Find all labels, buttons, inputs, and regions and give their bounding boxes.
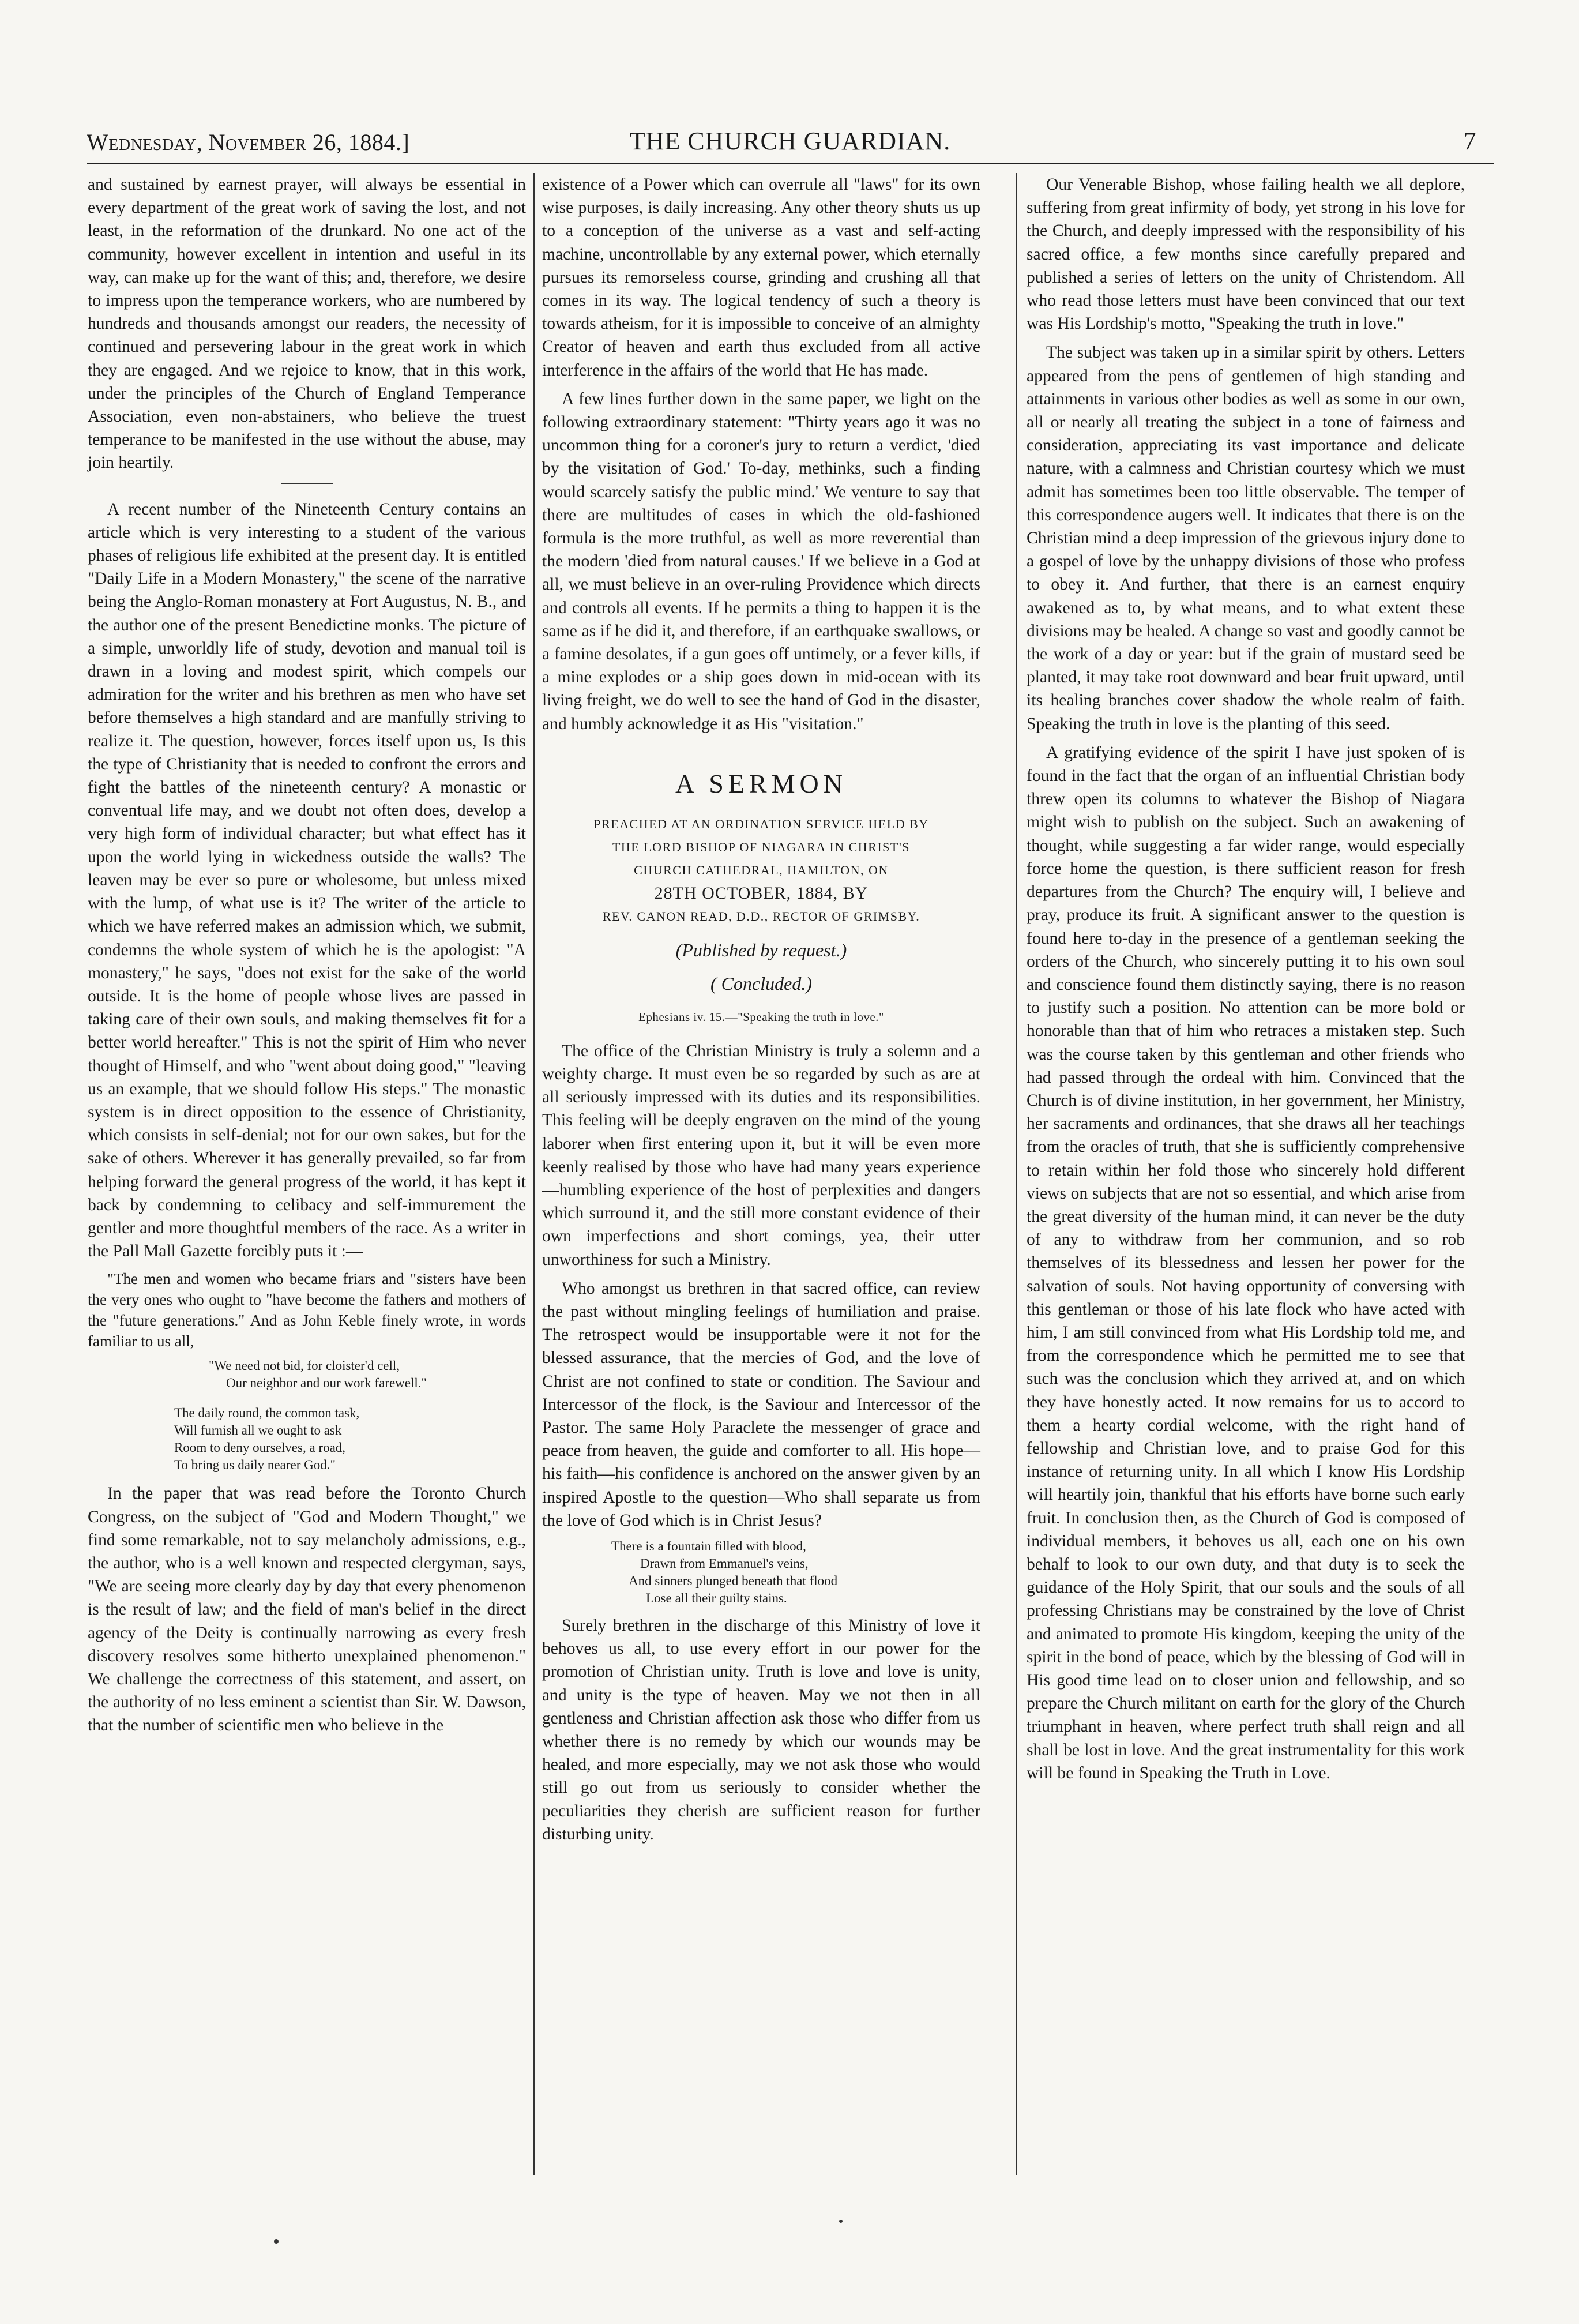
verse-line: Room to deny ourselves, a road, <box>174 1440 346 1455</box>
paragraph: In the paper that was read before the Toronto Church Congress, on the subject of "God and Modern Thought," we find some remarkable, not to say melancholy admissions, e.g., the author, who is a well known and respected clergyman, says, "We are seeing more clearly day by day that every phenomenon is the result of law; and the field of man's belief in the direct agency of the Deity is continually narrowing as every fresh discovery resolves some hitherto unexplained phenomenon." We challenge the correctness of this statement, and assert, on the authority of no less eminent a scientist than Sir. W. Dawson, that the number of scientific men who believe in the <box>88 1484 526 1735</box>
quotation: "The men and women who became friars and "sisters have been the very ones who ought to "have become the fathers and mothers of the "future generations." And as John Keble finely wrote, in words familiar to us all, <box>88 1270 526 1350</box>
published-note: (Published by request.) <box>675 940 847 961</box>
sermon-subheading-line: PREACHED AT AN ORDINATION SERVICE HELD BY <box>593 817 929 832</box>
column-divider <box>533 173 535 2175</box>
print-speck <box>839 2220 843 2223</box>
paragraph: A recent number of the Nineteenth Century contains an article which is very interesting to a student of the various phases of religious life exhibited at the present day. It is entitled "Daily Life in a Modern Monastery," the scene of the narrative being the Anglo-Roman monastery at Fort Augustus, N. B., and the author one of the present Benedictine monks. The picture of a simple, unworldly life of study, devotion and manual toil is drawn in a loving and modest spirit, which compels our admiration for the writer and his brethren as men who have set before themselves a high standard and are manfully striving to realize it. The question, however, forces itself upon us, Is this the type of Christianity that is needed to confront the errors and fight the battles of the nineteenth century? A monastic or conventual life may, and we doubt not often does, develop a very high form of individual character; but what effect has it upon the world lying in wickedness outside the walls? The leaven may be ever so pure or wholesome, but unless mixed with the lump, of what use is it? The writer of the article to which we have referred makes an admission which, we submit, condemns the whole system of which he is the apologist: "A monastery," he says, "does not exist for the sake of the world outside. It is the home of people whose lives are passed in taking care of their own souls, and making themselves fit for a better world hereafter." This is not the spirit of Him who never thought of Himself, and who "went about doing good," "leaving us an example, that we should follow His steps." The monastic system is in direct opposition to the essence of Christianity, which consists in self-denial; not for our own sakes, but for the sake of others. Wherever it has generally prevailed, so far from helping forward the general progress of the world, it has kept it back by condemning to celibacy and self-immurement the gentler and more thoughtful members of the race. As a writer in the Pall Mall Gazette forcibly puts it :— <box>88 500 526 1261</box>
page-number: 7 <box>1463 127 1476 155</box>
sermon-subheading-line: REV. CANON READ, D.D., RECTOR OF GRIMSBY. <box>602 909 920 924</box>
sermon-heading: A SERMON <box>675 768 847 798</box>
verse-line: "We need not bid, for cloister'd cell, <box>209 1358 400 1373</box>
scripture-epigraph: Ephesians iv. 15.—"Speaking the truth in love." <box>638 1010 884 1024</box>
print-speck <box>274 2239 279 2244</box>
paragraph: Who amongst us brethren in that sacred office, can review the past without mingling feelings of humiliation and praise. The retrospect would be insupportable were it not for the blessed assurance, that the mercies of God, and the love of Christ are not confined to state or condition. The Saviour and Intercessor of the flock, is the Saviour and Intercessor of the Pastor. The same Holy Paraclete the messenger of grace and peace from heaven, the guide and comforter to all. His hope—his faith—his confidence is anchored on the answer given by an inspired Apostle to the question—Who shall separate us from the love of God which is in Christ Jesus? <box>542 1279 980 1530</box>
paragraph: and sustained by earnest prayer, will always be essential in every department of the great work of saving the lost, and not least, in the reformation of the drunkard. No one act of the community, however excellent in intention and useful in its way, can make up for the want of this; and, therefore, we desire to impress upon the temperance workers, who are numbered by hundreds and thousands amongst our readers, the necessity of continued and persevering labour in the great work in which they are engaged. And we rejoice to know, that in this work, under the principles of the Church of England Temperance Association, even non-abstainers, who believe the truest temperance to be manifested in the use without the abuse, may join heartily. <box>88 175 526 472</box>
column-middle <box>542 173 980 1852</box>
paragraph: A few lines further down in the same paper, we light on the following extraordinary statement: "Thirty years ago it was no uncommon thing for a coroner's jury to return a verdict, 'died by the visitation of God.' To-day, methinks, such a finding would scarcely satisfy the public mind.' We venture to say that there are multitudes of cases in which the old-fashioned formula is the more truthful, as well as more reverential than the modern 'died from natural causes.' If we believe in a God at all, we must believe in an over-ruling Providence which directs and controls all events. If he permits a thing to happen it is the same as if he did it, and therefore, if an earthquake swallows, or a famine desolates, if a gun goes off untimely, or a fever kills, if a mine explodes or a ship goes down in mid-ocean with its living freight, we do well to see the hand of God in the disaster, and humbly acknowledge it as His "visitation." <box>542 389 980 733</box>
section-rule <box>281 483 333 484</box>
header-date: Wednesday, November 26, 1884.] <box>87 129 410 155</box>
paragraph: Surely brethren in the discharge of this Ministry of love it behoves us all, to use every effort in our power for the promotion of Christian unity. Truth is love and love is unity, and unity is the type of heaven. May we not then in all gentleness and Christian affection ask those who differ from us whether there is no remedy by which our wounds may be healed, and more especially, may we not ask those who would still go out from us seriously to consider whether the peculiarities they cherish are sufficient reason for further disturbing unity. <box>542 1616 980 1844</box>
header-rule <box>87 163 1494 164</box>
concluded-note: ( Concluded.) <box>710 973 812 994</box>
verse-line: And sinners plunged beneath that flood <box>629 1573 838 1588</box>
paragraph: The subject was taken up in a similar spirit by others. Letters appeared from the pens of gentlemen of high standing and attainments in various other bodies as well as some in our own, all or nearly all treating the subject in a tone of fairness and consideration, appreciating its vast importance and delicate nature, with a calmness and Christian courtesy which we must admit has sometimes been too little observable. The temper of this correspondence augers well. It indicates that there is on the Christian mind a deep impression of the grievous injury done to a gospel of love by the unhappy divisions of those who profess to obey it. And further, that there is an earnest enquiry awakened as to, by what means, and to what extent these divisions may be healed. A change so vast and goodly cannot be the work of a day or year: but if the grain of mustard seed be planted, it may take root downward and bear fruit upward, until its healing branches cover shadow the whole realm of faith. Speaking the truth in love is the planting of this seed. <box>1027 343 1465 733</box>
paragraph: The office of the Christian Ministry is truly a solemn and a weighty charge. It must even be so regarded by such as are at all seriously impressed with its duties and its responsibilities. This feeling will be deeply engraven on the mind of the young laborer when first entering upon it, but it will be even more keenly realised by those who have had many years experience—humbling experience of the host of perplexities and dangers which surround it, and the still more constant evidence of their own imperfections and short comings, yea, their utter unworthiness for such a Ministry. <box>542 1041 980 1269</box>
verse-line: There is a fountain filled with blood, <box>611 1538 806 1553</box>
sermon-subheading-line: CHURCH CATHEDRAL, HAMILTON, ON <box>634 863 889 878</box>
column-right <box>1027 173 1465 1790</box>
paragraph: A gratifying evidence of the spirit I have just spoken of is found in the fact that the organ of an influential Christian body threw open its columns to whatever the Bishop of Niagara might wish to publish on the subject. Such an awakening of thought, while suggesting a far wider range, would especially force home the question, is there sufficient reason for fresh departures from the Church? The enquiry will, I believe and pray, produce its fruit. A significant answer to the question is found here to-day in the presence of a gentleman seeking the orders of the Church, who sincerely putting it to his own soul and conscience found them distinctly saying, there is no reason to justify such a position. No attention can be more bold or honorable than that of him who retraces a mistaken step. Such was the course taken by this gentleman and other friends who had passed through the ordeal with him. Convinced that the Church is of divine institution, in her government, her Ministry, her sacraments and ordinances, that she draws all her teachings from the oracles of truth, that she is sufficiently comprehensive to retain within her fold those who sincerely hold different views on subjects that are not so essential, and which arise from the great diversity of the human mind, it can never be the duty of any to withdraw from her communion, and so rob themselves of its blessedness and lessen her power for the salvation of souls. Not having opportunity of conversing with this gentleman or those of his late flock who have acted with him, I am still convinced from what His Lordship told me, and from the correspondence which he permitted me to see that such was the conclusion which they arrived at, and on which they have honestly acted. It now remains for us to accord to them a hearty cordial welcome, with the right hand of fellowship and Christian love, and to praise God for this instance of returning unity. In all which I know His Lordship will heartily join, thankful that his efforts have borne such early fruit. In conclusion then, as the Church of God is composed of individual members, it behoves us all, each one on his own behalf to look to our own duty, and that duty is to seek the guidance of the Holy Spirit, that our souls and the souls of all professing Christians may be constrained by the love of Christ and animated to promote His kingdom, keeping the unity of the spirit in the bond of peace, which by the blessing of God will in His good time lead on to closer union and fellowship, and so prepare the Church militant on earth for the glory of the Church triumphant in heaven, where perfect truth shall reign and all shall be lost in love. And the great instrumentality for this work will be found in Speaking the Truth in Love. <box>1027 743 1465 1782</box>
page-header <box>87 124 1494 164</box>
column-left <box>88 173 526 1743</box>
poem-quotation <box>88 1357 526 1474</box>
sermon-date-line: 28TH OCTOBER, 1884, BY <box>654 884 869 903</box>
verse-line: Lose all their guilty stains. <box>646 1590 787 1605</box>
verse-line: Drawn from Emmanuel's veins, <box>640 1556 809 1571</box>
verse-line: To bring us daily nearer God." <box>174 1458 336 1473</box>
verse-line: Our neighbor and our work farewell." <box>226 1376 427 1391</box>
newspaper-title: THE CHURCH GUARDIAN. <box>629 127 951 155</box>
column-divider <box>1016 173 1017 2175</box>
paragraph: existence of a Power which can overrule all "laws" for its own wise purposes, is daily increasing. Any other theory shuts us up to a conception of the universe as a vast and self-acting machine, uncontrollable by any external power, which eternally pursues its remorseless course, grinding and crushing all that comes in its way. The logical tendency of such a theory is towards atheism, for it is impossible to conceive of an almighty Creator of heaven and earth thus excluded from all active interference in the affairs of the world that He has made. <box>542 175 980 380</box>
sermon-subheading-line: THE LORD BISHOP OF NIAGARA IN CHRIST'S <box>612 840 911 855</box>
verse-line: The daily round, the common task, <box>174 1406 360 1421</box>
paragraph: Our Venerable Bishop, whose failing health we all deplore, suffering from great infirmity of body, yet strong in his love for the Church, and deeply impressed with the responsibility of his sacred office, a few months since carefully prepared and published a series of letters on the unity of Christendom. All who read those letters must have been convinced that our text was His Lordship's motto, "Speaking the truth in love." <box>1027 175 1465 333</box>
hymn-quotation <box>542 1538 980 1607</box>
sermon-subheading <box>542 813 980 928</box>
verse-line: Will furnish all we ought to ask <box>174 1423 342 1438</box>
